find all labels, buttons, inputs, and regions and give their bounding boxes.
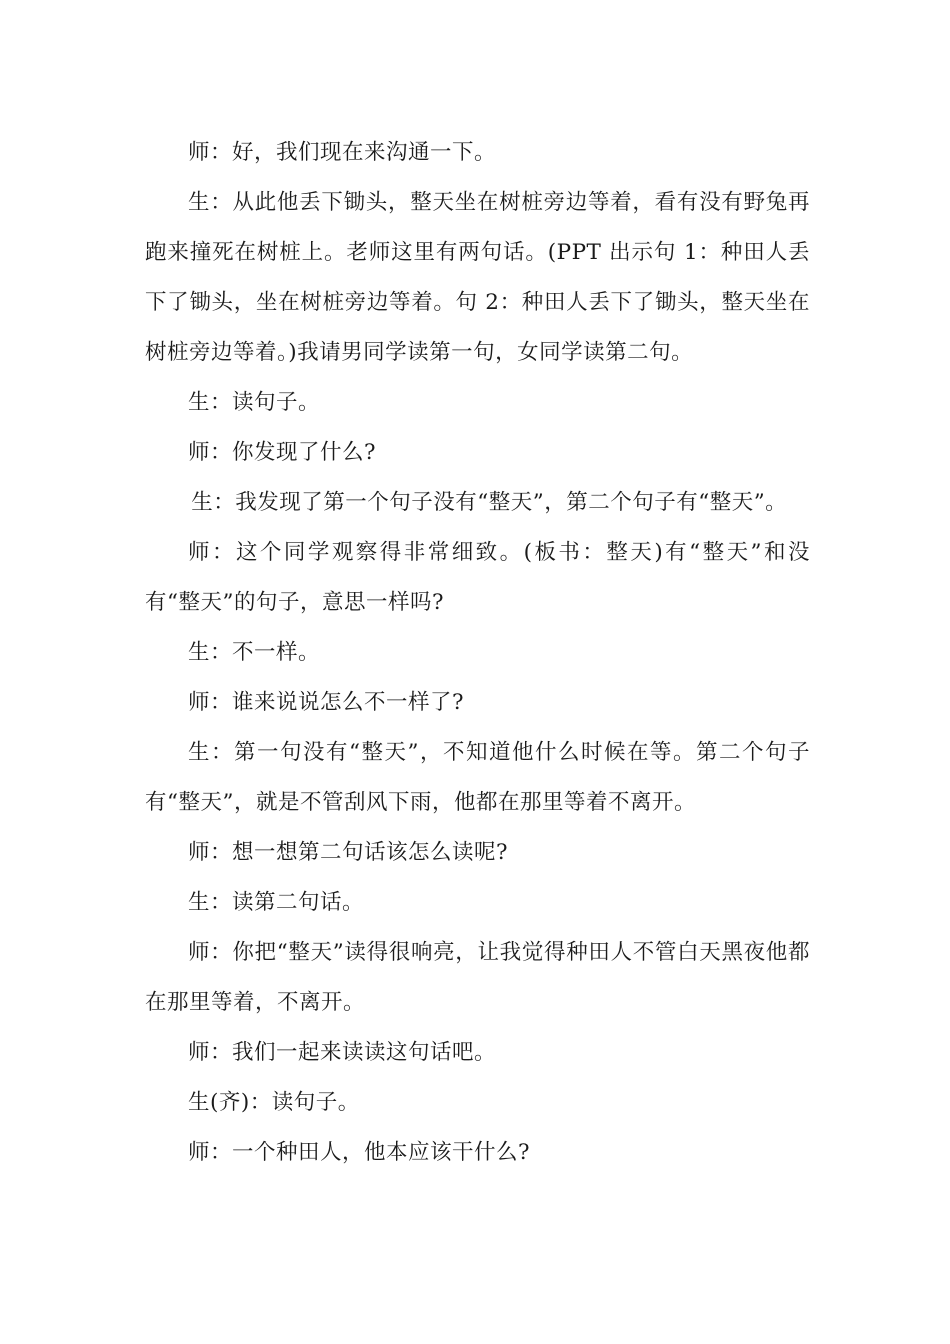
paragraph: 生：不一样。 (188, 640, 321, 665)
paragraph: 师：你把“整天”读得很响亮，让我觉得种田人不管白天黑夜他都在那里等着，不离开。 (145, 940, 810, 1015)
paragraph: 师：一个种田人，他本应该干什么? (188, 1140, 531, 1165)
paragraph: 师：这个同学观察得非常细致。(板书：整天)有“整天”和没有“整天”的句子，意思一样吗? (145, 540, 810, 615)
paragraph: 生(齐)：读句子。 (188, 1090, 360, 1115)
paragraph: 师：好，我们现在来沟通一下。 (188, 140, 497, 165)
paragraph: 生：读句子。 (188, 390, 321, 415)
paragraph: 生：从此他丢下锄头，整天坐在树桩旁边等着，看有没有野兔再跑来撞死在树桩上。老师这里有两句话。(PPT 出示句 1：种田人丢下了锄头，坐在树桩旁边等着。句 2：种田人丢下了锄头，整天坐在树桩旁边等着。)我请男同学读第一句，女同学读第二句。 (145, 190, 810, 365)
paragraph: 师：你发现了什么? (188, 440, 377, 465)
paragraph: 生：读第二句话。 (188, 890, 365, 915)
paragraph: 生：我发现了第一个句子没有“整天”，第二个句子有“整天”。 (191, 490, 788, 515)
document-body (145, 128, 810, 1178)
paragraph: 师：想一想第二句话该怎么读呢? (188, 840, 509, 865)
paragraph: 师：谁来说说怎么不一样了? (188, 690, 465, 715)
paragraph: 师：我们一起来读读这句话吧。 (188, 1040, 497, 1065)
paragraph: 生：第一句没有“整天”，不知道他什么时候在等。第二个句子有“整天”，就是不管刮风下雨，他都在那里等着不离开。 (145, 740, 810, 815)
